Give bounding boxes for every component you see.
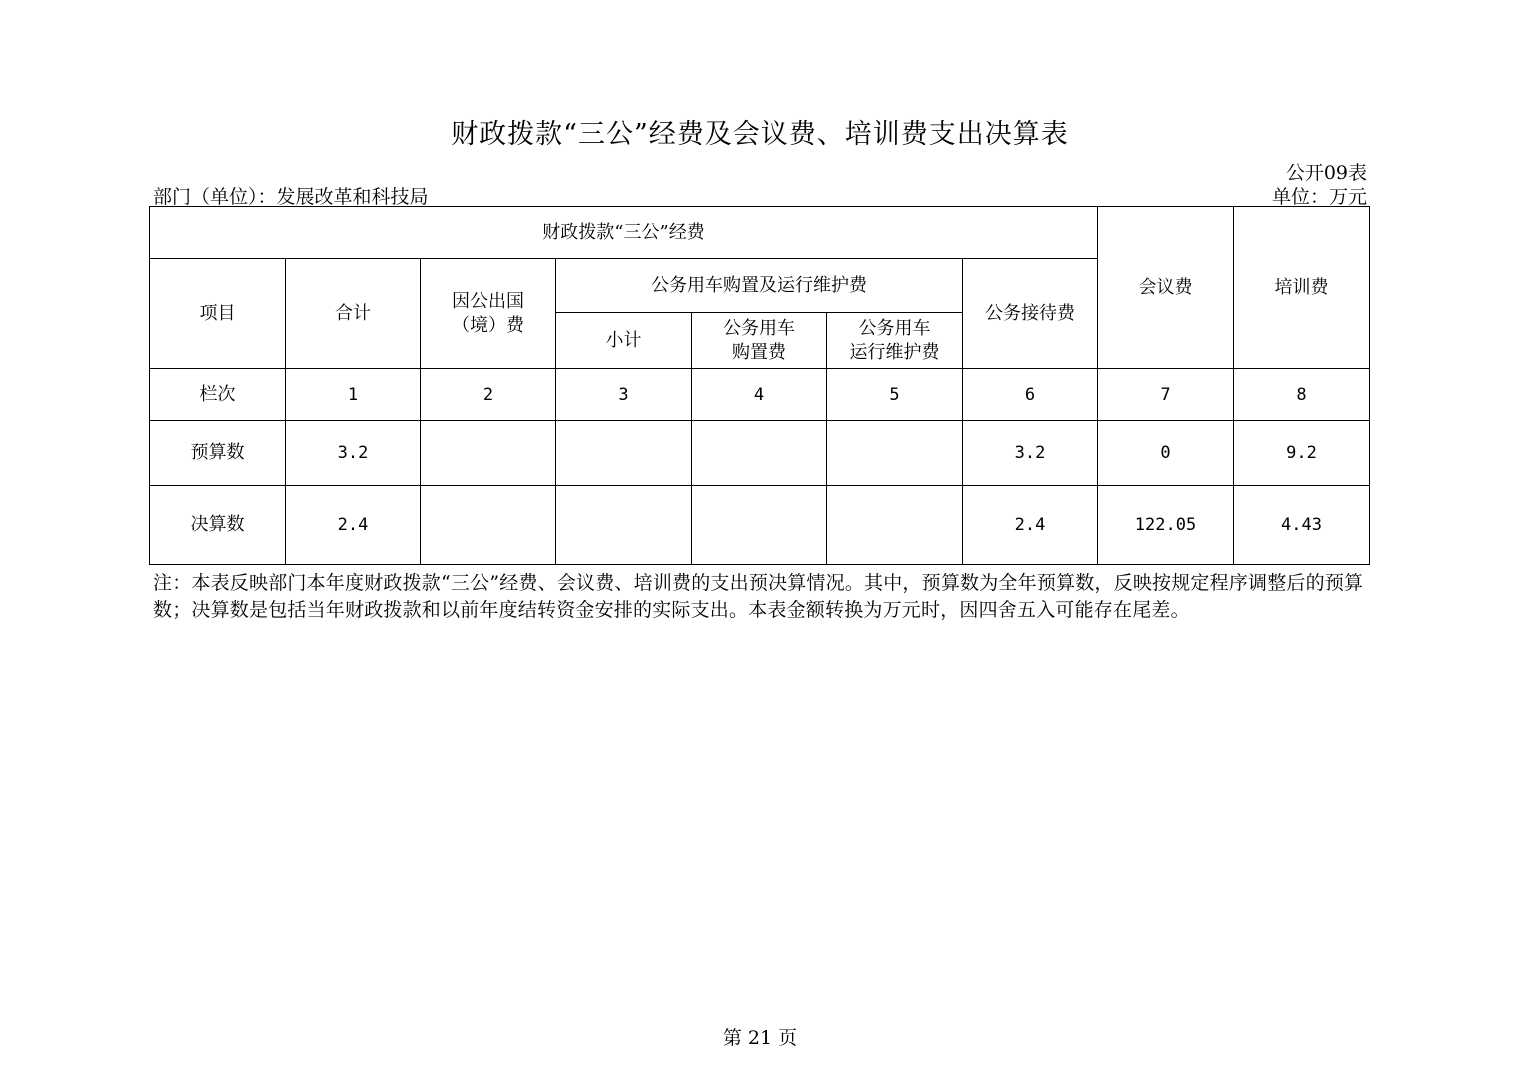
table-cell: 4 bbox=[692, 369, 827, 421]
table-cell: 6 bbox=[963, 369, 1098, 421]
header-abroad-line1: 因公出国 bbox=[452, 290, 524, 312]
table-cell bbox=[421, 486, 556, 565]
table-cell: 2 bbox=[421, 369, 556, 421]
form-number: 公开09表 bbox=[1285, 162, 1367, 184]
header-three-public-expenses: 财政拨款“三公”经费 bbox=[150, 207, 1098, 259]
department-label: 部门（单位）：发展改革和科技局 bbox=[153, 186, 429, 208]
table-cell bbox=[556, 421, 692, 486]
table-row-final-accounts bbox=[150, 486, 1370, 565]
table-cell: 7 bbox=[1098, 369, 1234, 421]
table-cell: 0 bbox=[1098, 421, 1234, 486]
table-cell: 3.2 bbox=[963, 421, 1098, 486]
header-subtotal: 小计 bbox=[556, 313, 692, 369]
table-cell bbox=[556, 486, 692, 565]
header-vehicle-purchase bbox=[692, 313, 827, 369]
row-label: 决算数 bbox=[150, 486, 286, 565]
header-meeting-fee: 会议费 bbox=[1098, 207, 1234, 369]
table-cell: 4.43 bbox=[1234, 486, 1370, 565]
table-cell: 8 bbox=[1234, 369, 1370, 421]
table-row-column-numbers bbox=[150, 369, 1370, 421]
table-cell: 3.2 bbox=[286, 421, 421, 486]
table-cell bbox=[827, 486, 963, 565]
table-cell bbox=[827, 421, 963, 486]
table-header-row bbox=[150, 207, 1370, 259]
header-abroad-fee bbox=[421, 259, 556, 369]
header-reception-fee: 公务接待费 bbox=[963, 259, 1098, 369]
table-cell: 9.2 bbox=[1234, 421, 1370, 486]
header-operation-line1: 公务用车 bbox=[858, 317, 931, 339]
header-total: 合计 bbox=[286, 259, 421, 369]
header-operation-line2: 运行维护费 bbox=[849, 341, 940, 363]
header-abroad-line2: （境）费 bbox=[452, 314, 524, 336]
table-cell: 122.05 bbox=[1098, 486, 1234, 565]
unit-label: 单位：万元 bbox=[1271, 186, 1367, 208]
header-item: 项目 bbox=[150, 259, 286, 369]
page-title: 财政拨款“三公”经费及会议费、培训费支出决算表 bbox=[451, 119, 1069, 150]
page-number: 第 21 页 bbox=[722, 1027, 798, 1049]
table-cell bbox=[421, 421, 556, 486]
table-cell: 2.4 bbox=[963, 486, 1098, 565]
table-cell: 1 bbox=[286, 369, 421, 421]
table-row-budget bbox=[150, 421, 1370, 486]
row-label: 预算数 bbox=[150, 421, 286, 486]
header-vehicle-operation bbox=[827, 313, 963, 369]
table-cell: 5 bbox=[827, 369, 963, 421]
header-vehicle-fee: 公务用车购置及运行维护费 bbox=[556, 259, 963, 313]
header-purchase-line1: 公务用车 bbox=[723, 317, 795, 339]
table-cell: 2.4 bbox=[286, 486, 421, 565]
header-training-fee: 培训费 bbox=[1234, 207, 1370, 369]
expenditure-table bbox=[149, 206, 1370, 565]
table-cell: 3 bbox=[556, 369, 692, 421]
table-cell bbox=[692, 486, 827, 565]
row-label: 栏次 bbox=[150, 369, 286, 421]
table-cell bbox=[692, 421, 827, 486]
header-purchase-line2: 购置费 bbox=[732, 341, 786, 363]
table-note: 注：本表反映部门本年度财政拨款“三公”经费、会议费、培训费的支出预决算情况。其中，预算数为全年预算数，反映按规定程序调整后的预算数；决算数是包括当年财政拨款和以前年度结转资金安排的实际支出。本表金额转换为万元时，因四舍五入可能存在尾差。 bbox=[153, 572, 1364, 621]
